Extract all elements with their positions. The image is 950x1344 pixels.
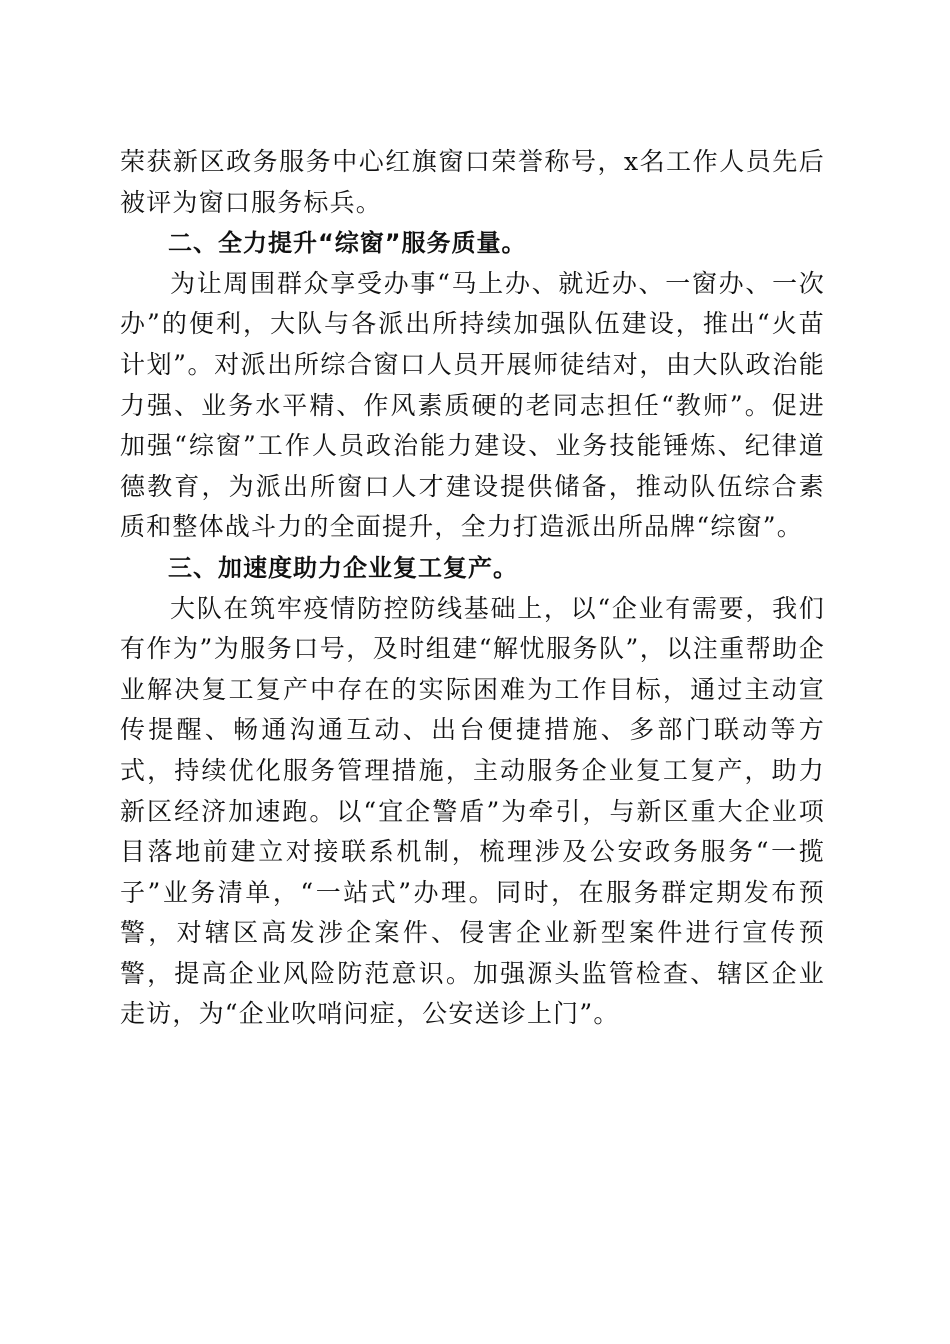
paragraph-continuation: 荣获新区政务服务中心红旗窗口荣誉称号，x名工作人员先后被评为窗口服务标兵。 (120, 147, 825, 217)
section-heading-3: 三、加速度助力企业复工复产。 (168, 553, 518, 582)
document-body (120, 142, 825, 1035)
section-heading-2: 二、全力提升“综窗”服务质量。 (168, 229, 527, 258)
paragraph-section-2: 为让周围群众享受办事“马上办、就近办、一窗办、一次办”的便利，大队与各派出所持续加强队伍建设，推出“火苗计划”。对派出所综合窗口人员开展师徒结对，由大队政治能力强、业务水平精、作风素质硬的老同志担任“教师”。促进加强“综窗”工作人员政治能力建设、业务技能锤炼、纪律道德教育，为派出所窗口人才建设提供储备，推动队伍综合素质和整体战斗力的全面提升，全力打造派出所品牌“综窗”。 (120, 268, 825, 542)
paragraph-section-3: 大队在筑牢疫情防控防线基础上，以“企业有需要，我们有作为”为服务口号，及时组建“解忧服务队”，以注重帮助企业解决复工复产中存在的实际困难为工作目标，通过主动宣传提醒、畅通沟通互动、出台便捷措施、多部门联动等方式，持续优化服务管理措施，主动服务企业复工复产，助力新区经济加速跑。以“宜企警盾”为牵引，与新区重大企业项目落地前建立对接联系机制，梳理涉及公安政务服务“一揽子”业务清单，“一站式”办理。同时，在服务群定期发布预警，对辖区高发涉企案件、侵害企业新型案件进行宣传预警，提高企业风险防范意识。加强源头监管检查、辖区企业走访，为“企业吹哨问症，公安送诊上门”。 (120, 593, 825, 1029)
